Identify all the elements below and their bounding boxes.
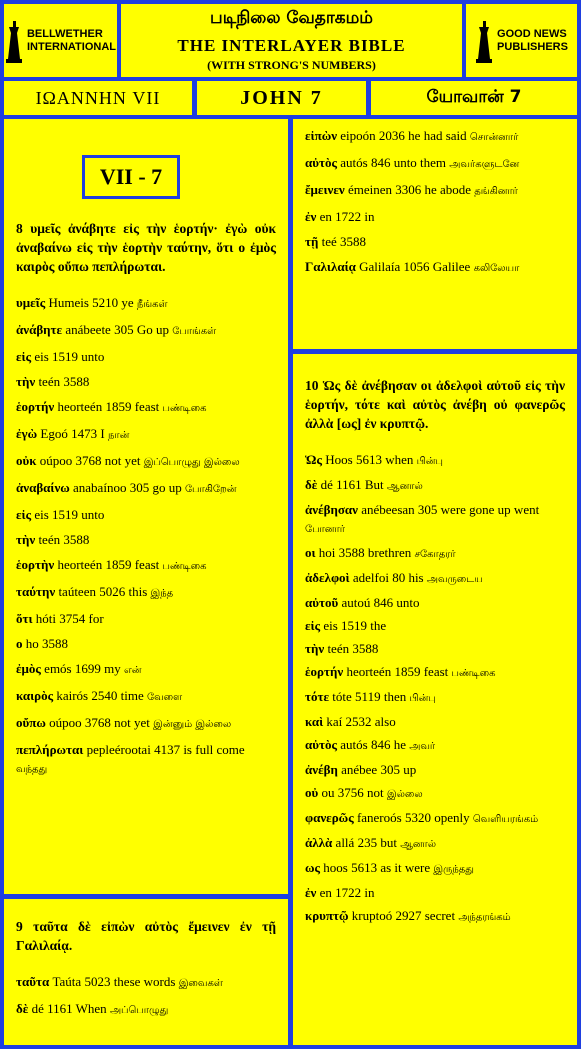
english-gloss: feast xyxy=(423,664,449,679)
word-entry xyxy=(305,784,565,804)
word-entry xyxy=(305,809,565,829)
tamil-gloss: இன்னும் இல்லை xyxy=(153,719,232,730)
english-gloss: as it were xyxy=(380,860,431,875)
transliteration: autós xyxy=(340,737,368,752)
transliteration: hoos xyxy=(323,860,348,875)
word-entry xyxy=(16,479,276,499)
english-gloss: secret xyxy=(424,908,456,923)
word-entry xyxy=(16,452,276,472)
greek-word: ἑορτὴν xyxy=(16,557,55,572)
tamil-gloss: அந்தரங்கம் xyxy=(458,912,511,923)
greek-word: πεπλήρωται xyxy=(16,742,84,757)
greek-word: υμεῖς xyxy=(16,295,46,310)
word-entry xyxy=(305,761,565,779)
tamil-gloss: சகோதரர் xyxy=(414,549,456,560)
english-gloss: he had said xyxy=(408,128,467,143)
greek-word: τῇ xyxy=(305,234,319,249)
strongs-number: 1056 xyxy=(403,259,430,274)
strongs-number: 3588 xyxy=(42,636,68,651)
word-entry xyxy=(305,569,565,589)
strongs-number: 1519 xyxy=(52,507,79,522)
greek-word: ἀνέβη xyxy=(305,762,338,777)
tamil-gloss: இருந்தது xyxy=(433,864,474,875)
greek-word: εἰς xyxy=(305,618,321,633)
strongs-number: 3768 xyxy=(75,453,102,468)
english-gloss: he xyxy=(393,737,406,752)
left-logo-line2: INTERNATIONAL xyxy=(26,40,116,53)
strongs-number: 5613 xyxy=(355,452,382,467)
word-entry xyxy=(16,398,276,418)
english-gloss: in xyxy=(364,209,375,224)
greek-word: ἀναβαίνω xyxy=(16,480,70,495)
greek-word: καὶ xyxy=(305,714,324,729)
greek-word: ἑορτήν xyxy=(305,664,344,679)
greek-word: φανερῶς xyxy=(305,810,354,825)
greek-word: αὐτὸς xyxy=(305,155,337,170)
transliteration: anébee xyxy=(341,762,378,777)
tamil-gloss: ஆனால் xyxy=(386,481,423,492)
transliteration: kairós xyxy=(56,688,89,703)
tamil-gloss: போனார் xyxy=(305,524,345,535)
word-entry xyxy=(16,714,276,734)
strongs-number: 305 xyxy=(114,322,134,337)
verse-8-text: 8 υμεῖς ἀνάβητε εἰς τὴν ἑορτήν· ἐγὼ οὐκ ἀναβαίνω εἰς τὴν ἑορτὴν ταύτην, ὅτι ο ἐμὸς καιρὸς οὔπω πεπλήρωται. xyxy=(16,221,276,274)
strongs-number: 1859 xyxy=(105,557,132,572)
strongs-number: 4137 xyxy=(154,742,181,757)
book-english: JOHN 7 xyxy=(197,81,366,115)
word-entry xyxy=(305,208,565,226)
transliteration: heorteén xyxy=(57,557,103,572)
word-entry xyxy=(305,594,565,612)
english-gloss: were gone up went xyxy=(440,502,540,517)
tamil-gloss: இப்பொழுது இல்லை xyxy=(143,457,240,468)
transliteration: hoi xyxy=(318,545,336,560)
transliteration: oúpoo xyxy=(39,453,73,468)
title-sub: (WITH STRONG'S NUMBERS) xyxy=(207,58,376,72)
word-entry xyxy=(16,635,276,653)
english-gloss: feast xyxy=(134,557,160,572)
tamil-gloss: தங்கினார் xyxy=(474,186,518,197)
transliteration: Egoó xyxy=(40,426,68,441)
transliteration: eis xyxy=(323,618,338,633)
strongs-number: 1859 xyxy=(394,664,421,679)
english-gloss: then xyxy=(383,689,407,704)
word-entry xyxy=(16,506,276,524)
word-entry xyxy=(16,348,276,366)
strongs-number: 1722 xyxy=(335,209,362,224)
english-gloss: Go up xyxy=(136,322,169,337)
right-logo-line1: GOOD NEWS xyxy=(497,27,567,40)
strongs-number: 2927 xyxy=(395,908,422,923)
transliteration: teén xyxy=(38,532,61,547)
word-entry xyxy=(305,884,565,902)
book-tamil: யோவான் 7 xyxy=(371,81,577,115)
greek-word: Ὡς xyxy=(305,452,323,467)
strongs-number: 235 xyxy=(357,835,378,850)
greek-word: ἐν xyxy=(305,885,317,900)
english-gloss: is full come xyxy=(183,742,245,757)
word-entry xyxy=(305,834,565,854)
strongs-number: 80 xyxy=(392,570,406,585)
chapter-badge: VII - 7 xyxy=(82,155,180,199)
greek-word: εἰπὼν xyxy=(305,128,338,143)
greek-word: ως xyxy=(305,860,320,875)
word-entry xyxy=(305,451,565,471)
english-gloss: Galilee xyxy=(432,259,471,274)
left-lower-panel xyxy=(4,899,288,1045)
tamil-gloss: நான் xyxy=(107,430,130,441)
tamil-gloss: நீங்கள் xyxy=(136,299,168,310)
statue-icon xyxy=(5,19,23,63)
transliteration: dé xyxy=(31,1001,44,1016)
word-entry xyxy=(305,640,565,658)
strongs-number: 3588 xyxy=(63,532,90,547)
english-gloss: also xyxy=(374,714,396,729)
greek-word: ὅτι xyxy=(16,611,33,626)
strongs-number: 3588 xyxy=(338,545,365,560)
word-entry xyxy=(16,1000,276,1020)
word-entry xyxy=(305,859,565,879)
tamil-gloss: வேளை xyxy=(146,692,183,703)
greek-word: ταῦτα xyxy=(16,974,50,989)
word-entry xyxy=(305,544,565,564)
transliteration: en xyxy=(319,885,332,900)
transliteration: oúpoo xyxy=(49,715,82,730)
tamil-gloss: போகிறேன் xyxy=(184,484,237,495)
right-upper-panel xyxy=(293,119,577,349)
english-gloss: unto them xyxy=(393,155,447,170)
english-gloss: brethren xyxy=(367,545,412,560)
english-gloss: when xyxy=(385,452,414,467)
transliteration: anabaínoo xyxy=(73,480,127,495)
english-gloss: not xyxy=(367,785,384,800)
greek-word: τότε xyxy=(305,689,330,704)
tamil-gloss: அவருடைய xyxy=(426,574,483,585)
transliteration: eis xyxy=(34,507,49,522)
greek-word: οὐ xyxy=(305,785,319,800)
tamil-gloss: அவர்களுடனே xyxy=(449,159,520,170)
greek-word: εἰς xyxy=(16,507,32,522)
tamil-gloss: என் xyxy=(124,665,142,676)
strongs-number: 5320 xyxy=(404,810,431,825)
word-entry xyxy=(305,476,565,496)
greek-word: δὲ xyxy=(305,477,318,492)
transliteration: pepleérootai xyxy=(86,742,151,757)
transliteration: teén xyxy=(327,641,350,656)
strongs-number: 3306 xyxy=(395,182,422,197)
word-entry xyxy=(305,233,565,251)
strongs-number: 3588 xyxy=(63,374,90,389)
transliteration: ho xyxy=(25,636,39,651)
strongs-number: 2532 xyxy=(345,714,372,729)
english-gloss: but xyxy=(380,835,397,850)
strongs-number: 3754 xyxy=(59,611,86,626)
right-logo-line2: PUBLISHERS xyxy=(497,40,568,53)
greek-word: αὐτὸς xyxy=(305,737,337,752)
word-entry xyxy=(305,127,565,147)
word-entry xyxy=(16,660,276,680)
word-entry xyxy=(305,713,565,731)
transliteration: kruptoó xyxy=(351,908,393,923)
tamil-gloss: பண்டிகை xyxy=(451,668,496,679)
tamil-gloss: இவைகள் xyxy=(178,978,223,989)
word-entry xyxy=(16,373,276,391)
tamil-gloss: போங்கள் xyxy=(172,326,217,337)
strongs-number: 5613 xyxy=(351,860,378,875)
strongs-number: 1859 xyxy=(105,399,132,414)
transliteration: anébeesan xyxy=(361,502,415,517)
english-gloss: feast xyxy=(134,399,160,414)
transliteration: Taúta xyxy=(52,974,82,989)
tamil-gloss: பின்பு xyxy=(409,693,436,704)
transliteration: heorteén xyxy=(346,664,392,679)
greek-word: καιρὸς xyxy=(16,688,54,703)
transliteration: eis xyxy=(34,349,49,364)
strongs-number: 1473 xyxy=(71,426,98,441)
word-entry xyxy=(305,258,565,278)
word-entry xyxy=(16,556,276,576)
transliteration: emós xyxy=(44,661,72,676)
greek-word: τὴν xyxy=(16,374,36,389)
greek-word: οι xyxy=(305,545,316,560)
transliteration: émeinen xyxy=(347,182,392,197)
english-gloss: up xyxy=(403,762,417,777)
greek-word: ἀνέβησαν xyxy=(305,502,358,517)
transliteration: Humeis xyxy=(48,295,89,310)
title-tamil: படிநிலை வேதாகமம் xyxy=(210,8,373,28)
strongs-number: 1519 xyxy=(52,349,79,364)
strongs-number: 1722 xyxy=(335,885,362,900)
transliteration: heorteén xyxy=(57,399,103,414)
tamil-gloss: பண்டிகை xyxy=(162,561,207,572)
strongs-number: 5026 xyxy=(99,584,126,599)
book-greek: ΙΩΑΝΝΗΝ VII xyxy=(4,81,192,115)
transliteration: autós xyxy=(340,155,368,170)
english-gloss: not yet xyxy=(114,715,150,730)
english-gloss: But xyxy=(364,477,384,492)
tamil-gloss: கலிலேயா xyxy=(473,263,520,274)
transliteration: adelfoi xyxy=(352,570,389,585)
right-lower-panel xyxy=(293,354,577,1045)
word-entry xyxy=(16,425,276,445)
english-gloss: the xyxy=(370,618,387,633)
word-entry xyxy=(16,294,276,314)
english-gloss: openly xyxy=(434,810,470,825)
left-logo-line1: BELLWETHER xyxy=(26,27,103,40)
page-title xyxy=(121,4,462,77)
tamil-gloss: சொன்னார் xyxy=(469,132,519,143)
greek-word: ἀλλὰ xyxy=(305,835,333,850)
greek-word: τὴν xyxy=(16,532,36,547)
english-gloss: he abode xyxy=(424,182,472,197)
transliteration: dé xyxy=(320,477,333,492)
strongs-number: 3768 xyxy=(84,715,111,730)
strongs-number: 3588 xyxy=(352,641,379,656)
tamil-gloss: பின்பு xyxy=(416,456,443,467)
tamil-gloss: வந்தது xyxy=(16,764,48,775)
strongs-number: 2540 xyxy=(91,688,118,703)
english-gloss: time xyxy=(120,688,144,703)
tamil-gloss: அப்பொழுது xyxy=(109,1005,169,1016)
greek-word: εἰς xyxy=(16,349,32,364)
transliteration: tóte xyxy=(332,689,352,704)
greek-word: δὲ xyxy=(16,1001,29,1016)
transliteration: taúteen xyxy=(58,584,96,599)
word-entry xyxy=(16,687,276,707)
tamil-gloss: பண்டிகை xyxy=(162,403,207,414)
word-entry xyxy=(16,610,276,628)
transliteration: kaí xyxy=(326,714,343,729)
word-entry xyxy=(305,501,565,539)
greek-word: οὐκ xyxy=(16,453,37,468)
left-panel xyxy=(4,119,288,894)
strongs-number: 305 xyxy=(417,502,438,517)
transliteration: autoú xyxy=(341,595,371,610)
greek-word: ἐν xyxy=(305,209,317,224)
verse-9-text: 9 ταῦτα δὲ εἰπὼν αὐτὸς ἔμεινεν ἐν τῇ Γαλιλαίᾳ. xyxy=(16,919,276,953)
word-entry xyxy=(16,583,276,603)
greek-word: κρυπτῷ xyxy=(305,908,349,923)
word-entry xyxy=(16,531,276,549)
verse-10-text: 10 Ὡς δὲ ἀνέβησαν οι ἀδελφοὶ αὐτοῦ εἰς τὴν ἑορτήν, τότε καὶ αὐτὸς ἀνέβη οὐ φανερῶς ἀλλὰ [ως] ἐν κρυπτῷ. xyxy=(305,378,565,431)
word-entry xyxy=(305,907,565,927)
greek-word: τὴν xyxy=(305,641,325,656)
transliteration: teén xyxy=(38,374,61,389)
strongs-number: 305 xyxy=(129,480,150,495)
tamil-gloss: அவர் xyxy=(409,741,436,752)
greek-word: ἐγὼ xyxy=(16,426,38,441)
strongs-number: 846 xyxy=(370,155,391,170)
greek-word: ο xyxy=(16,636,23,651)
transliteration: en xyxy=(319,209,332,224)
word-entry xyxy=(305,181,565,201)
transliteration: allá xyxy=(335,835,355,850)
strongs-number: 2036 xyxy=(378,128,405,143)
english-gloss: his xyxy=(408,570,424,585)
english-gloss: these words xyxy=(113,974,176,989)
word-entry xyxy=(305,688,565,708)
transliteration: teé xyxy=(321,234,337,249)
greek-word: ἐμὸς xyxy=(16,661,41,676)
english-gloss: When xyxy=(75,1001,107,1016)
word-entry xyxy=(305,736,565,756)
strongs-number: 3756 xyxy=(337,785,364,800)
greek-word: αὐτοῦ xyxy=(305,595,339,610)
statue-icon xyxy=(475,19,493,63)
greek-word: ἔμεινεν xyxy=(305,182,345,197)
word-entry xyxy=(16,741,276,779)
english-gloss: unto xyxy=(81,507,105,522)
english-gloss: go up xyxy=(152,480,182,495)
title-main: THE INTERLAYER BIBLE xyxy=(177,36,406,55)
word-entry xyxy=(305,663,565,683)
english-gloss: I xyxy=(100,426,105,441)
transliteration: Hoos xyxy=(325,452,353,467)
bellwether-logo xyxy=(4,4,117,77)
greek-word: Γαλιλαίᾳ xyxy=(305,259,356,274)
strongs-number: 305 xyxy=(380,762,400,777)
good-news-logo xyxy=(466,4,577,77)
strongs-number: 3588 xyxy=(340,234,367,249)
english-gloss: for xyxy=(88,611,104,626)
greek-word: ταύτην xyxy=(16,584,56,599)
english-gloss: in xyxy=(364,885,375,900)
english-gloss: my xyxy=(104,661,121,676)
transliteration: anábeete xyxy=(65,322,111,337)
transliteration: hóti xyxy=(35,611,57,626)
transliteration: Galilaía xyxy=(359,259,401,274)
strongs-number: 846 xyxy=(373,595,394,610)
tamil-gloss: ஆனால் xyxy=(400,839,437,850)
strongs-number: 1161 xyxy=(47,1001,73,1016)
english-gloss: unto xyxy=(81,349,105,364)
strongs-number: 5210 xyxy=(92,295,119,310)
word-entry xyxy=(16,321,276,341)
greek-word: οὔπω xyxy=(16,715,46,730)
english-gloss: not yet xyxy=(104,453,141,468)
greek-word: ἀνάβητε xyxy=(16,322,63,337)
strongs-number: 1699 xyxy=(74,661,101,676)
transliteration: faneroós xyxy=(356,810,402,825)
english-gloss: unto xyxy=(396,595,420,610)
word-entry xyxy=(305,154,565,174)
strongs-number: 5119 xyxy=(355,689,381,704)
tamil-gloss: வெளியரங்கம் xyxy=(472,814,539,825)
english-gloss: this xyxy=(128,584,148,599)
greek-word: ἑορτήν xyxy=(16,399,55,414)
greek-word: ἀδελφοὶ xyxy=(305,570,350,585)
strongs-number: 1161 xyxy=(336,477,362,492)
word-entry xyxy=(305,617,565,635)
tamil-gloss: இந்த xyxy=(150,588,174,599)
word-entry xyxy=(16,973,276,993)
strongs-number: 1519 xyxy=(341,618,368,633)
strongs-number: 5023 xyxy=(84,974,111,989)
strongs-number: 846 xyxy=(370,737,391,752)
english-gloss: ye xyxy=(121,295,134,310)
transliteration: ou xyxy=(321,785,335,800)
transliteration: eipoón xyxy=(340,128,376,143)
tamil-gloss: இல்லை xyxy=(386,789,423,800)
